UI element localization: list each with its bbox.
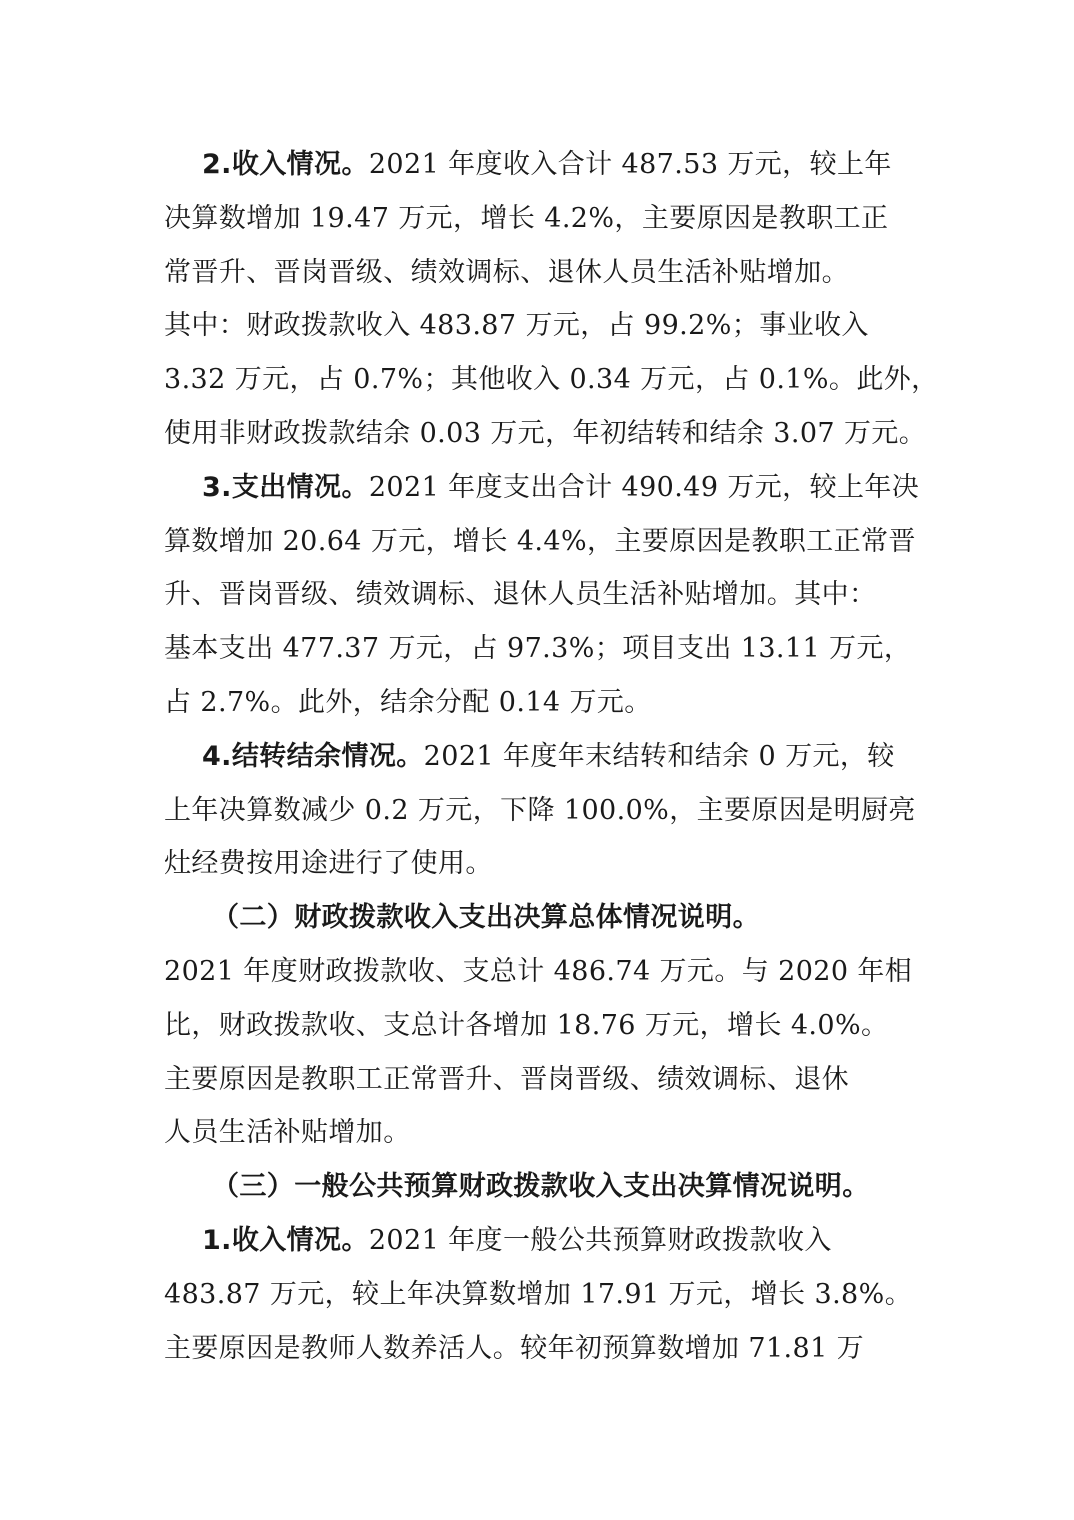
heading-carryover: 4.结转结余情况。 xyxy=(202,740,424,772)
paragraph-income-line-4: 其中：财政拨款收入 483.87 万元，占 99.2%；事业收入 xyxy=(164,310,869,342)
paragraph-expense-line-1 xyxy=(164,461,934,515)
text: 2021 年度支出合计 490.49 万元，较上年决 xyxy=(368,471,920,503)
paragraph-income-line-6: 使用非财政拨款结余 0.03 万元，年初结转和结余 3.07 万元。 xyxy=(164,417,927,449)
paragraph-carryover-line-1 xyxy=(164,730,934,784)
text: 2021 年度年末结转和结余 0 万元，较 xyxy=(423,740,895,772)
paragraph-income-line-1 xyxy=(164,138,934,192)
heading-expense: 3.支出情况。 xyxy=(202,471,369,503)
text: 2021 年度收入合计 487.53 万元，较上年 xyxy=(368,149,892,180)
section-title-3: （三）一般公共预算财政拨款收入支出决算情况说明。 xyxy=(212,1171,870,1203)
paragraph-expense-line-2: 算数增加 20.64 万元，增长 4.4%，主要原因是教职工正常晋 xyxy=(164,525,916,557)
paragraph-income-line-3: 常晋升、晋岗晋级、绩效调标、退休人员生活补贴增加。 xyxy=(164,256,849,288)
paragraph-income-line-5: 3.32 万元，占 0.7%；其他收入 0.34 万元，占 0.1%。此外， xyxy=(164,364,939,396)
paragraph-carryover-line-3: 灶经费按用途进行了使用。 xyxy=(164,848,493,880)
text: 2021 年度一般公共预算财政拨款收入 xyxy=(368,1224,832,1256)
heading-public-income: 1.收入情况。 xyxy=(202,1224,369,1256)
heading-income: 2.收入情况。 xyxy=(202,149,369,180)
paragraph-public-income-line-3: 主要原因是教师人数养活人。较年初预算数增加 71.81 万 xyxy=(164,1332,865,1364)
document-body xyxy=(164,138,939,1375)
paragraph-carryover-line-2: 上年决算数减少 0.2 万元，下降 100.0%，主要原因是明厨亮 xyxy=(164,794,916,826)
section-title-2: （二）财政拨款收入支出决算总体情况说明。 xyxy=(212,902,760,934)
section-heading-2 xyxy=(164,891,934,945)
paragraph-income-line-2: 决算数增加 19.47 万元，增长 4.2%，主要原因是教职工正 xyxy=(164,202,889,234)
paragraph-fiscal-line-2: 比，财政拨款收、支总计各增加 18.76 万元，增长 4.0%。 xyxy=(164,1009,889,1041)
paragraph-public-income-line-1 xyxy=(164,1214,934,1268)
section-heading-3 xyxy=(164,1160,934,1214)
paragraph-expense-line-3: 升、晋岗晋级、绩效调标、退休人员生活补贴增加。其中： xyxy=(164,579,877,611)
paragraph-fiscal-line-3: 主要原因是教职工正常晋升、晋岗晋级、绩效调标、退休 xyxy=(164,1063,849,1095)
paragraph-expense-line-4: 基本支出 477.37 万元，占 97.3%；项目支出 13.11 万元， xyxy=(164,633,912,665)
paragraph-fiscal-line-4: 人员生活补贴增加。 xyxy=(164,1117,411,1149)
paragraph-expense-line-5: 占 2.7%。此外，结余分配 0.14 万元。 xyxy=(164,686,652,718)
paragraph-public-income-line-2: 483.87 万元，较上年决算数增加 17.91 万元，增长 3.8%。 xyxy=(164,1278,913,1310)
paragraph-fiscal-line-1: 2021 年度财政拨款收、支总计 486.74 万元。与 2020 年相 xyxy=(164,955,913,987)
